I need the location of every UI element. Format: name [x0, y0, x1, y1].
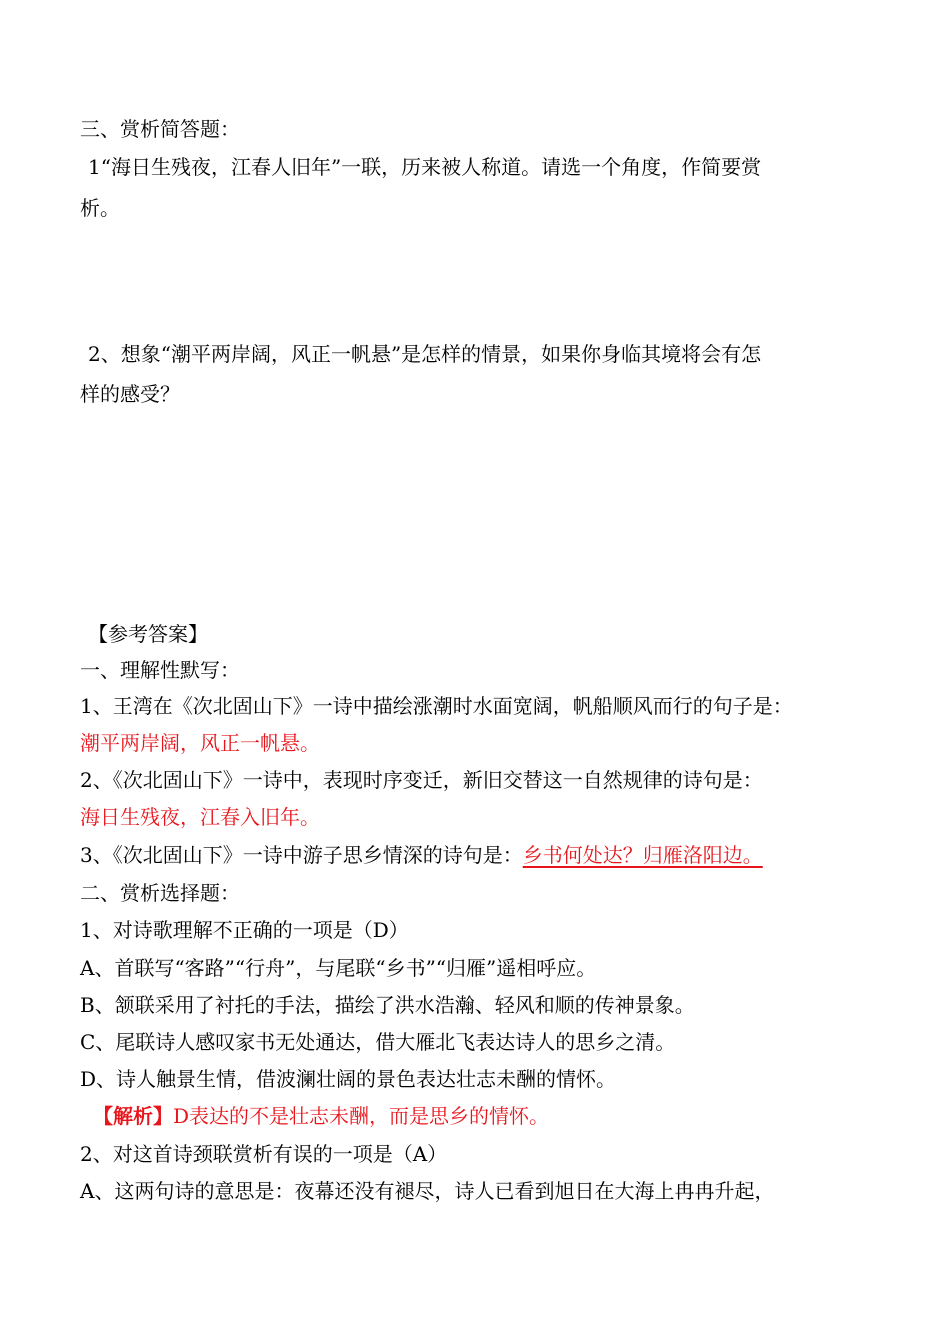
answer3-answer: 乡书何处达？归雁洛阳边。	[522, 843, 763, 867]
sec1-heading: 一、理解性默写：	[80, 658, 240, 682]
q1-line2: 析。	[80, 196, 120, 220]
q1-line1: 1“海日生残夜，江春人旧年”一联，历来被人称道。请选一个角度，作简要赏	[88, 155, 762, 179]
choice1-option-b: B、颔联采用了衬托的手法，描绘了洪水浩瀚、轻风和顺的传神景象。	[80, 993, 695, 1017]
analysis-text: D表达的不是壮志未酬，而是思乡的情怀。	[173, 1104, 550, 1128]
choice1-option-a: A、首联写“客路”“行舟”，与尾联“乡书”“归雁”遥相呼应。	[80, 956, 597, 980]
answer3-text: 3、《次北固山下》一诗中游子思乡情深的诗句是：	[80, 843, 523, 867]
choice1-option-d: D、诗人触景生情，借波澜壮阔的景色表达壮志未酬的情怀。	[80, 1067, 617, 1091]
analysis-label: 【解析】	[93, 1104, 173, 1128]
choice2-question: 2、对这首诗颈联赏析有误的一项是（A）	[80, 1142, 448, 1166]
answer1-answer: 潮平两岸阔，风正一帆悬。	[80, 731, 320, 755]
answer2-text: 2、《次北固山下》一诗中，表现时序变迁，新旧交替这一自然规律的诗句是：	[80, 768, 763, 792]
choice2-option-a: A、这两句诗的意思是：夜幕还没有褪尽，诗人已看到旭日在大海上冉冉升起，	[80, 1179, 775, 1203]
answer1-text: 1、王湾在《次北固山下》一诗中描绘涨潮时水面宽阔，帆船顺风而行的句子是：	[80, 694, 793, 718]
choice1-option-c: C、尾联诗人感叹家书无处通达，借大雁北飞表达诗人的思乡之清。	[80, 1030, 676, 1054]
answers-title: 【参考答案】	[88, 622, 208, 646]
answer3-row	[80, 842, 763, 868]
q2-line1: 2、想象“潮平两岸阔，风正一帆悬”是怎样的情景，如果你身临其境将会有怎	[88, 342, 762, 366]
answer2-answer: 海日生残夜，江春入旧年。	[80, 805, 320, 829]
q2-line2: 样的感受？	[80, 382, 180, 406]
choice1-analysis	[93, 1103, 549, 1129]
sec2-heading: 二、赏析选择题：	[80, 881, 240, 905]
choice1-question: 1、对诗歌理解不正确的一项是（D）	[80, 918, 409, 942]
section3-heading: 三、赏析简答题：	[80, 117, 240, 141]
